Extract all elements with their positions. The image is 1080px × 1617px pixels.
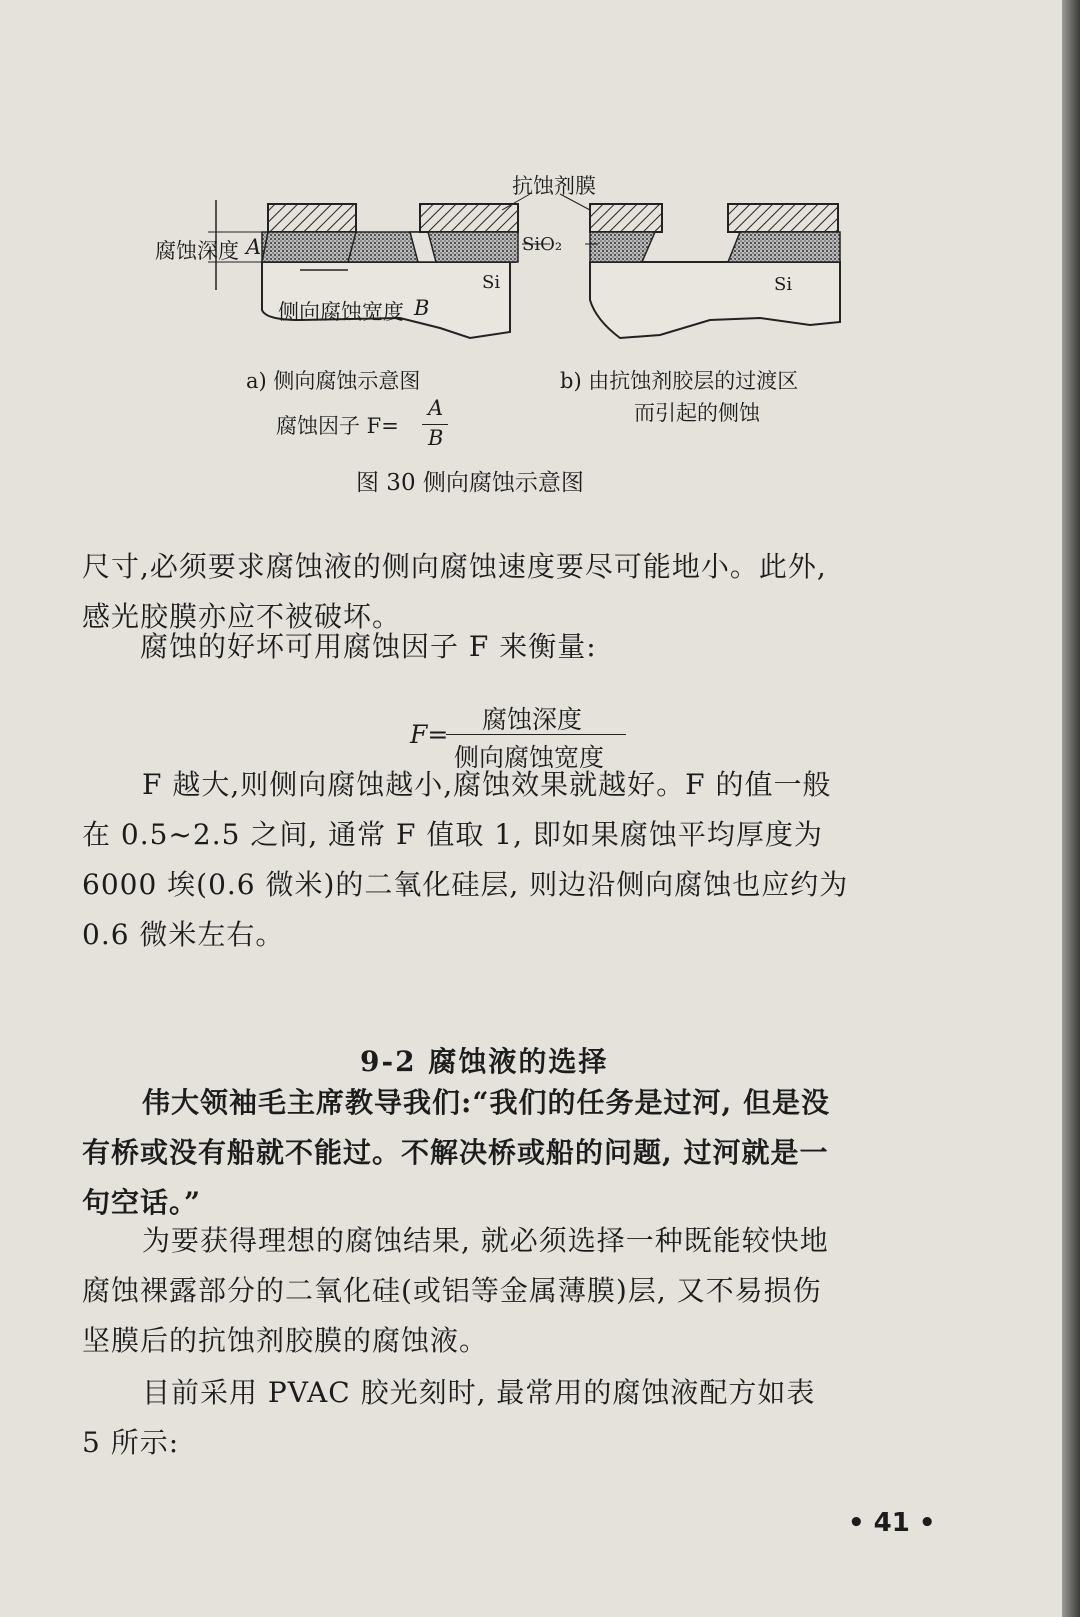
label-sio2: SiO₂ [522, 234, 563, 255]
formula-lhs: F= [410, 720, 449, 749]
etch-factor-denominator: B [428, 426, 444, 450]
caption-a: a) 侧向腐蚀示意图 [246, 369, 421, 393]
label-width-var: B [414, 296, 430, 320]
text-line: 为要获得理想的腐蚀结果, 就必须选择一种既能较快地 [142, 1224, 829, 1257]
text-line: F 越大,则侧向腐蚀越小,腐蚀效果就越好。F 的值一般 [142, 768, 832, 801]
section-heading: 9-2 腐蚀液的选择 [360, 1045, 609, 1078]
text-line: 5 所示: [82, 1426, 180, 1459]
text-line: 尺寸,必须要求腐蚀液的侧向腐蚀速度要尽可能地小。此外, [82, 550, 827, 583]
page-number: • 41 • [848, 1508, 936, 1538]
figure-title: 图 30 侧向腐蚀示意图 [356, 470, 584, 496]
text-line: 句空话。” [82, 1186, 202, 1219]
label-etch-depth: 腐蚀深度 [155, 239, 239, 263]
formula-denominator: 侧向腐蚀宽度 [454, 743, 605, 772]
figure-30 [150, 170, 910, 530]
label-si-left: Si [482, 272, 501, 293]
etch-factor-numerator: A [428, 396, 444, 420]
text-line: 0.6 微米左右。 [82, 918, 285, 951]
label-lateral-width: 侧向腐蚀宽度 [278, 300, 404, 324]
text-line: 在 0.5~2.5 之间, 通常 F 值取 1, 即如果腐蚀平均厚度为 [82, 818, 823, 851]
text-line: 有桥或没有船就不能过。不解决桥或船的问题, 过河就是一 [82, 1136, 829, 1169]
label-si-right: Si [774, 274, 793, 295]
text-line: 腐蚀裸露部分的二氧化硅(或铝等金属薄膜)层, 又不易损伤 [82, 1274, 822, 1307]
paragraph-2 [140, 622, 1000, 672]
text-line: 感光胶膜亦应不被破坏。 [82, 600, 402, 633]
text-line: 6000 埃(0.6 微米)的二氧化硅层, 则边沿侧向腐蚀也应约为 [82, 868, 849, 901]
paragraph-6 [82, 1368, 942, 1468]
formula-numerator: 腐蚀深度 [482, 705, 583, 734]
mao-quote [82, 1078, 942, 1228]
book-edge [1062, 0, 1080, 1617]
text-line: 目前采用 PVAC 胶光刻时, 最常用的腐蚀液配方如表 [142, 1376, 816, 1409]
label-depth-var: A [246, 235, 262, 259]
text-line: 伟大领袖毛主席教导我们:“我们的任务是过河, 但是没 [142, 1086, 830, 1119]
fraction-bar [422, 424, 448, 425]
label-resist-film: 抗蚀剂膜 [512, 174, 596, 198]
caption-b-line1: b) 由抗蚀剂胶层的过渡区 [560, 369, 799, 393]
caption-b-line2: 而引起的侧蚀 [634, 401, 760, 425]
text-line: 腐蚀的好坏可用腐蚀因子 F 来衡量: [140, 630, 597, 663]
formula-fraction-bar [446, 734, 626, 735]
text-line: 坚膜后的抗蚀剂胶膜的腐蚀液。 [82, 1324, 489, 1357]
paragraph-3 [82, 760, 942, 960]
etch-factor-label: 腐蚀因子 F= [276, 414, 399, 438]
paragraph-5 [82, 1216, 942, 1366]
